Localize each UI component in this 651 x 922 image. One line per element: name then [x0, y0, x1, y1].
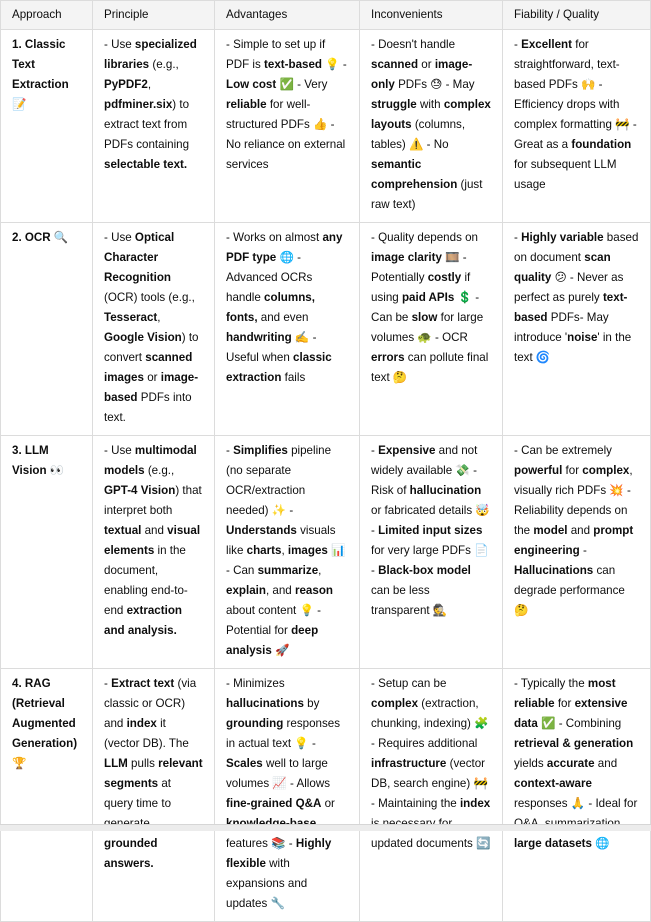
header-row	[1, 1, 651, 30]
text-segment: ✅ - Very	[276, 78, 328, 91]
bold-text: text-based	[514, 291, 628, 324]
bold-text: Understands	[226, 524, 297, 537]
bold-text: multimodal models	[104, 444, 197, 477]
bold-text: Highly flexible	[226, 837, 332, 870]
text-segment: - Works on almost	[226, 231, 323, 244]
text-segment: with	[416, 98, 444, 111]
text-segment: it (vector DB). The	[104, 717, 189, 750]
bold-text: Tesseract	[104, 311, 158, 324]
cell-advantages	[215, 669, 360, 922]
bold-text: most reliable	[514, 677, 616, 710]
bold-text: any PDF type	[226, 231, 343, 264]
bold-text: Hallucinations	[514, 564, 594, 577]
text-segment: PDFs into text.	[104, 391, 192, 424]
text-segment: ' in the text 🌀	[514, 331, 632, 364]
text-segment: about content 💡 - Potential for	[226, 604, 322, 637]
bold-text: textual	[104, 524, 142, 537]
text-segment: ) that interpret both	[104, 484, 202, 517]
cell-fiability-quality	[503, 30, 651, 223]
cell-principle	[93, 30, 215, 223]
bold-text: complex	[582, 464, 630, 477]
bold-text: reliable	[226, 98, 267, 111]
text-segment: can pollute final text 🤔	[371, 351, 489, 384]
bold-text: Limited input sizes	[378, 524, 483, 537]
text-segment: pulls	[127, 757, 159, 770]
table-row-llm-vision	[1, 436, 651, 669]
text-segment: -	[226, 444, 234, 457]
text-segment: and not widely available 💸 - Risk of	[371, 444, 478, 497]
text-segment: based on document	[514, 231, 639, 264]
text-segment: - Setup can be	[371, 677, 447, 690]
text-segment: - Simple to set up if PDF is	[226, 38, 326, 71]
text-segment: - Quality depends on	[371, 231, 478, 244]
bold-text: grounded answers.	[104, 837, 158, 870]
text-segment: - Use	[104, 231, 135, 244]
bold-text: index	[459, 797, 491, 810]
text-segment: or	[321, 797, 335, 810]
text-segment: (OCR) tools (e.g.,	[104, 291, 195, 304]
text-segment: and even	[257, 311, 309, 324]
bold-text: GPT-4 Vision	[104, 484, 176, 497]
text-segment: -	[104, 677, 112, 690]
text-segment: - Use	[104, 38, 135, 51]
bold-text: complex layouts	[371, 98, 491, 131]
text-segment: pipeline (no separate OCR/extraction needed) ✨ -	[226, 444, 332, 517]
bold-text: text-based	[264, 58, 323, 71]
text-segment: (via classic or OCR) and	[104, 677, 197, 730]
table-row-classic-text-extraction	[1, 30, 651, 223]
bold-text: prompt engineering	[514, 524, 634, 557]
text-segment: if using	[371, 271, 471, 304]
bold-text: extensive data	[514, 697, 628, 730]
text-segment: -	[371, 444, 379, 457]
text-segment: and	[567, 524, 594, 537]
text-segment: features 📚 -	[226, 837, 296, 850]
bold-text: hallucination	[409, 484, 482, 497]
bold-text: PyPDF2	[104, 78, 148, 91]
text-segment: - Can be extremely	[514, 444, 612, 457]
text-segment: - Typically the	[514, 677, 588, 690]
bold-text: 3. LLM Vision 👀	[12, 444, 65, 477]
bold-text: Optical Character Recognition	[104, 231, 175, 284]
text-segment: 🌐 - Advanced OCRs handle	[226, 251, 313, 304]
header-fiability-quality: Fiability / Quality	[503, 1, 651, 30]
text-segment: (e.g.,	[149, 58, 179, 71]
bold-text: scan quality	[514, 251, 611, 284]
text-segment: for well-structured PDFs 👍 - No reliance on external services	[226, 98, 346, 171]
text-segment: updated documents 🔄	[371, 837, 491, 850]
bold-text: Simplifies	[233, 444, 288, 457]
bold-text: Scales	[226, 757, 263, 770]
text-segment: (vector DB, search engine) 🚧 - Maintaining the	[371, 757, 488, 810]
text-segment: (just raw text)	[371, 178, 483, 211]
cell-principle	[93, 223, 215, 436]
bold-text: 1. Classic Text Extraction 📝	[12, 38, 69, 111]
bold-text: index	[126, 717, 157, 730]
text-segment: , visually rich PDFs 💥 - Reliability depends on the	[514, 464, 633, 537]
header-inconvenients: Inconvenients	[360, 1, 503, 30]
text-segment: responses in actual text 💡 -	[226, 717, 341, 750]
bold-text: columns, fonts,	[226, 291, 315, 324]
text-segment: for subsequent LLM usage	[514, 158, 617, 191]
bold-text: 2. OCR 🔍	[12, 231, 69, 244]
cell-inconvenients	[360, 223, 503, 436]
bold-text: model	[533, 524, 568, 537]
cell-advantages	[215, 223, 360, 436]
text-segment: 💡 -	[322, 58, 347, 71]
text-segment: -	[514, 231, 522, 244]
bold-text: pdfminer.six	[104, 98, 173, 111]
cell-inconvenients	[360, 669, 503, 922]
bold-text: Highly variable	[521, 231, 604, 244]
bold-text: retrieval & generation	[514, 737, 634, 750]
bold-text: Google Vision	[104, 331, 182, 344]
text-segment: visuals like	[226, 524, 336, 557]
text-segment: ✍️ - Useful when	[226, 331, 317, 364]
text-segment: yields	[514, 757, 547, 770]
bold-text: errors	[371, 351, 405, 364]
table-row-ocr	[1, 223, 651, 436]
text-segment: ,	[157, 311, 161, 324]
text-segment: (columns, tables) ⚠️ - No	[371, 118, 466, 151]
bold-text: struggle	[371, 98, 417, 111]
text-segment: (e.g.,	[144, 464, 175, 477]
bold-text: semantic comprehension	[371, 158, 458, 191]
bold-text: infrastructure	[371, 757, 447, 770]
bold-text: visual elements	[104, 524, 201, 557]
text-segment: for large volumes 🐢 - OCR	[371, 311, 484, 344]
bold-text: powerful	[514, 464, 563, 477]
bold-text: fine-grained Q&A	[226, 797, 322, 810]
text-segment: at query time to	[104, 777, 172, 810]
text-segment: or	[418, 58, 435, 71]
bold-text: paid APIs	[401, 291, 455, 304]
text-segment: by	[303, 697, 320, 710]
text-segment: ,	[318, 564, 322, 577]
text-segment: - Doesn't handle	[371, 38, 456, 51]
text-segment: and	[141, 524, 168, 537]
bold-text: reason	[294, 584, 333, 597]
text-segment: 🚀	[271, 644, 290, 657]
bold-text: charts	[246, 544, 282, 557]
bold-text: large datasets	[514, 837, 592, 850]
text-segment: 🎞️ - Potentially	[371, 251, 467, 284]
bold-text: complex	[371, 697, 419, 710]
bold-text: summarize	[257, 564, 319, 577]
cell-inconvenients	[360, 30, 503, 223]
bold-text: handwriting	[226, 331, 292, 344]
text-segment: for straightforward, text-based PDFs 🙌 - Efficiency drops with complex formatting 🚧 - Great as a	[514, 38, 637, 151]
cell-approach	[1, 669, 93, 922]
bold-text: accurate	[546, 757, 595, 770]
bold-text: Low cost	[226, 78, 277, 91]
header-advantages: Advantages	[215, 1, 360, 30]
bold-text: deep analysis	[226, 624, 319, 657]
header-approach: Approach	[1, 1, 93, 30]
bold-text: image-only	[371, 58, 473, 91]
bold-text: slow	[411, 311, 438, 324]
bold-text: foundation	[571, 138, 632, 151]
text-segment: - Minimizes	[226, 677, 285, 690]
text-segment: responses 🙏 - Ideal for	[514, 797, 638, 810]
bold-text: image-based	[104, 371, 199, 404]
text-segment: ) to extract text from PDFs containing	[104, 98, 190, 151]
bold-text: Excellent	[521, 38, 573, 51]
text-segment: 💲 - Can be	[371, 291, 480, 324]
text-segment: ✅ - Combining	[537, 717, 622, 730]
text-segment: - Use	[104, 444, 135, 457]
cell-approach	[1, 436, 93, 669]
cell-advantages	[215, 436, 360, 669]
bold-text: extraction and analysis.	[104, 604, 182, 637]
cell-approach	[1, 223, 93, 436]
bold-text: images	[287, 544, 328, 557]
cell-principle	[93, 436, 215, 669]
text-segment: 🌐	[591, 837, 610, 850]
text-segment: 😕 - Never as perfect as purely	[514, 271, 624, 304]
text-segment: ) to convert	[104, 331, 199, 364]
bold-text: hallucinations	[226, 697, 304, 710]
table-row-rag	[1, 669, 651, 922]
bold-text: scanned images	[104, 351, 193, 384]
table-body	[1, 30, 651, 922]
text-segment: -	[514, 38, 522, 51]
bold-text: noise	[567, 331, 598, 344]
text-segment: can be less transparent 🕵️	[371, 584, 448, 617]
text-segment: well to large volumes 📈 - Allows	[226, 757, 330, 790]
cell-fiability-quality	[503, 669, 651, 922]
text-segment: -	[579, 544, 587, 557]
text-segment: 📊 - Can	[226, 544, 346, 577]
text-segment: PDFs- May introduce '	[514, 311, 609, 344]
text-segment: in the document, enabling end-to-end	[104, 544, 188, 617]
bold-text: Extract text	[111, 677, 175, 690]
header-principle: Principle	[93, 1, 215, 30]
text-segment: can degrade performance 🤔	[514, 564, 625, 617]
bold-text: relevant segments	[104, 757, 203, 790]
cell-inconvenients	[360, 436, 503, 669]
cell-fiability-quality	[503, 436, 651, 669]
text-segment: fails	[281, 371, 306, 384]
bold-text: selectable text.	[104, 158, 188, 171]
bold-text: context-aware	[514, 777, 592, 790]
cell-approach	[1, 30, 93, 223]
bold-text: specialized libraries	[104, 38, 197, 71]
bold-text: costly	[427, 271, 462, 284]
text-segment: and	[594, 757, 618, 770]
text-segment: for very large PDFs 📄 -	[371, 544, 489, 577]
cell-fiability-quality	[503, 223, 651, 436]
bold-text: scanned	[371, 58, 419, 71]
bold-text: grounding	[226, 717, 284, 730]
text-segment: (extraction, chunking, indexing) 🧩 - Requires additional	[371, 697, 489, 750]
cell-principle	[93, 669, 215, 922]
bold-text: Black-box model	[378, 564, 471, 577]
text-segment: for	[562, 464, 583, 477]
text-segment: with expansions and updates 🔧	[226, 857, 308, 910]
text-segment: , and	[265, 584, 295, 597]
text-segment: PDFs 😓 - May	[394, 78, 475, 91]
bold-text: 4. RAG (Retrieval Augmented Generation) 🏆	[12, 677, 78, 770]
cell-advantages	[215, 30, 360, 223]
text-segment: for	[554, 697, 575, 710]
text-segment: or	[143, 371, 161, 384]
text-segment: ,	[281, 544, 288, 557]
bold-text: explain	[226, 584, 266, 597]
text-segment: or fabricated details 🤯 -	[371, 504, 490, 537]
bold-text: LLM	[104, 757, 128, 770]
bold-text: Expensive	[378, 444, 436, 457]
bold-text: classic extraction	[226, 351, 332, 384]
bold-text: image clarity	[371, 251, 442, 264]
text-segment: ,	[147, 78, 152, 91]
